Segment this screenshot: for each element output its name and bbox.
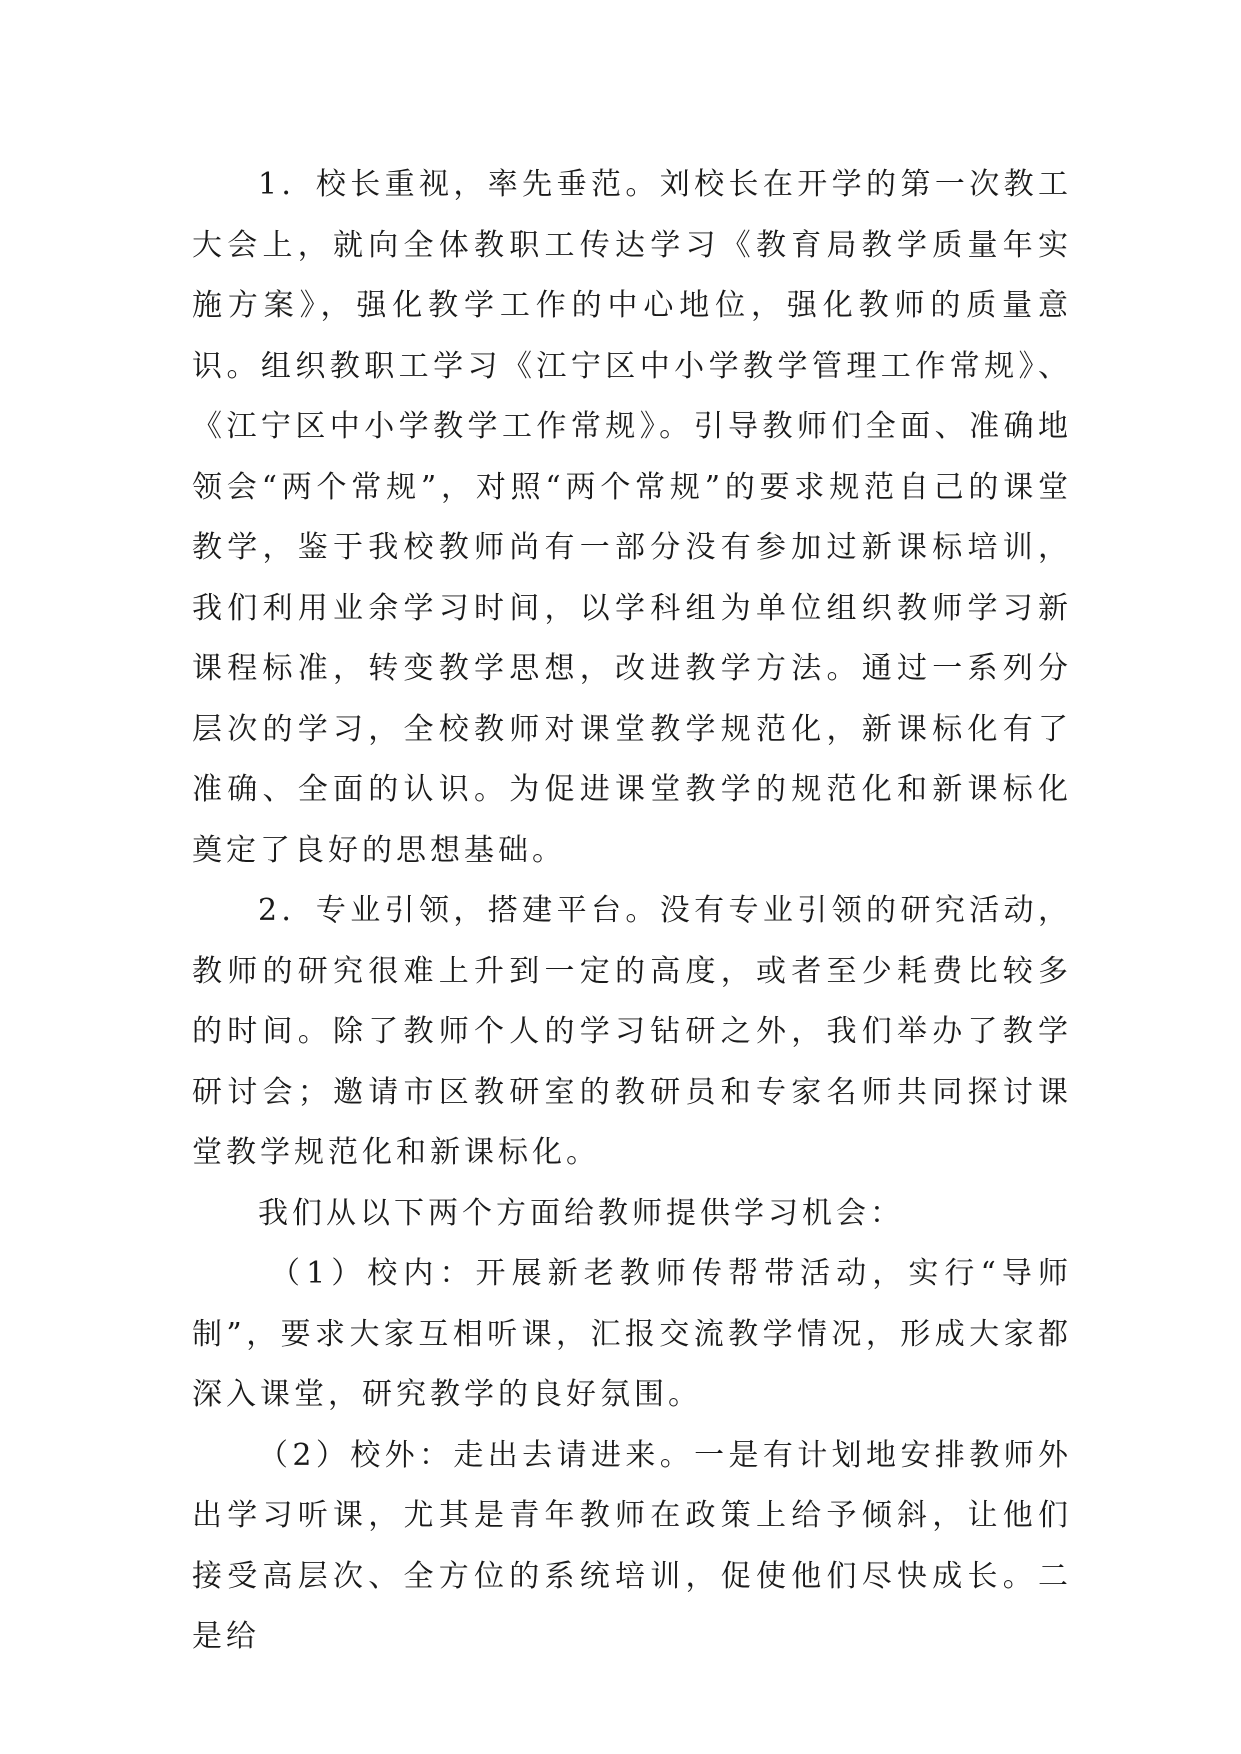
paragraph-professional-guidance: 2．专业引领，搭建平台。没有专业引领的研究活动，教师的研究很难上升到一定的高度，或者至少耗费比较多的时间。除了教师个人的学习钻研之外，我们举办了教学研讨会；邀请市区教研室的教研员和专家名师共同探讨课堂教学规范化和新课标化。 (192, 893, 1072, 1170)
document-body (192, 155, 1072, 1668)
paragraph-learning-opportunities-intro: 我们从以下两个方面给教师提供学习机会： (258, 1195, 904, 1231)
paragraph-off-campus: （2）校外：走出去请进来。一是有计划地安排教师外出学习听课，尤其是青年教师在政策上给予倾斜，让他们接受高层次、全方位的系统培训，促使他们尽快成长。二是给 (192, 1437, 1072, 1654)
paragraph-principal-leadership: 1．校长重视，率先垂范。刘校长在开学的第一次教工大会上，就向全体教职工传达学习《教育局教学质量年实施方案》，强化教学工作的中心地位，强化教师的质量意识。组织教职工学习《江宁区中小学教学管理工作常规》、《江宁区中小学教学工作常规》。引导教师们全面、准确地领会“两个常规”，对照“两个常规”的要求规范自己的课堂教学，鉴于我校教师尚有一部分没有参加过新课标培训，我们利用业余学习时间，以学科组为单位组织教师学习新课程标准，转变教学思想，改进教学方法。通过一系列分层次的学习，全校教师对课堂教学规范化，新课标化有了准确、全面的认识。为促进课堂教学的规范化和新课标化奠定了良好的思想基础。 (192, 167, 1072, 868)
paragraph-on-campus: （1）校内：开展新老教师传帮带活动，实行“导师制”，要求大家互相听课，汇报交流教学情况，形成大家都深入课堂，研究教学的良好氛围。 (192, 1256, 1072, 1412)
